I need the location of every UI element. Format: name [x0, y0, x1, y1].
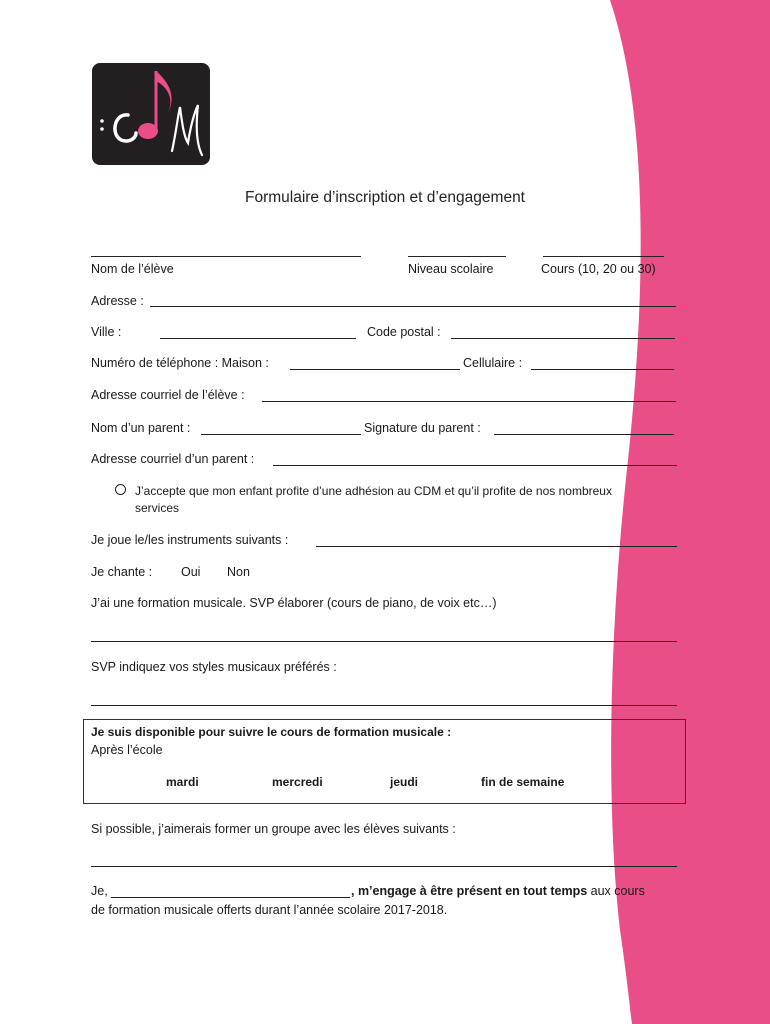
student-name-field[interactable] — [91, 256, 361, 257]
day-option-weekend[interactable]: fin de semaine — [481, 775, 565, 789]
course-field[interactable] — [543, 256, 664, 257]
postal-code-field[interactable] — [451, 338, 675, 339]
address-label: Adresse : — [91, 294, 144, 308]
group-label: Si possible, j’aimerais former un groupe avec les élèves suivants : — [91, 822, 456, 836]
student-email-label: Adresse courriel de l’élève : — [91, 388, 245, 402]
training-field[interactable] — [91, 641, 677, 642]
student-email-field[interactable] — [262, 401, 676, 402]
grade-field[interactable] — [408, 256, 506, 257]
engagement-prefix: Je, — [91, 884, 108, 898]
address-field[interactable] — [150, 306, 676, 307]
grade-label: Niveau scolaire — [408, 262, 494, 276]
styles-label: SVP indiquez vos styles musicaux préférés : — [91, 660, 337, 674]
engagement-statement — [351, 884, 645, 898]
cell-field[interactable] — [531, 369, 674, 370]
parent-name-field[interactable] — [201, 434, 361, 435]
home-phone-field[interactable] — [290, 369, 460, 370]
availability-subtitle: Après l’école — [91, 743, 163, 757]
engagement-bold-text: , m’engage à être présent en tout temps — [351, 884, 588, 898]
form-title: Formulaire d’inscription et d’engagement — [244, 189, 525, 206]
instruments-label: Je joue le/les instruments suivants : — [91, 533, 289, 547]
sing-yes-option[interactable]: Oui — [181, 565, 201, 579]
consent-radio[interactable] — [115, 484, 126, 495]
engagement-name-field[interactable] — [111, 897, 350, 898]
cdm-logo — [92, 63, 210, 165]
sing-label: Je chante : — [91, 565, 153, 579]
student-name-label: Nom de l’élève — [91, 262, 174, 276]
parent-email-field[interactable] — [273, 465, 677, 466]
sing-no-option[interactable]: Non — [227, 565, 250, 579]
styles-field[interactable] — [91, 705, 677, 706]
parent-name-label: Nom d’un parent : — [91, 421, 191, 435]
parent-signature-label: Signature du parent : — [364, 421, 481, 435]
engagement-line2: de formation musicale offerts durant l’année scolaire 2017-2018. — [91, 903, 448, 917]
training-label: J’ai une formation musicale. SVP élaborer (cours de piano, de voix etc…) — [91, 596, 497, 610]
postal-code-label: Code postal : — [367, 325, 441, 339]
group-field[interactable] — [91, 866, 677, 867]
engagement-rest-text: aux cours — [587, 884, 645, 898]
city-label: Ville : — [91, 325, 122, 339]
city-field[interactable] — [160, 338, 356, 339]
consent-text: J’accepte que mon enfant profite d’une adhésion au CDM et qu’il profite de nos nombreux — [135, 484, 612, 498]
day-option-wednesday[interactable]: mercredi — [272, 775, 323, 789]
parent-email-label: Adresse courriel d’un parent : — [91, 452, 255, 466]
home-phone-label: Numéro de téléphone : Maison : — [91, 356, 269, 370]
day-option-tuesday[interactable]: mardi — [166, 775, 199, 789]
availability-title: Je suis disponible pour suivre le cours de formation musicale : — [91, 725, 452, 739]
cell-label: Cellulaire : — [463, 356, 523, 370]
instruments-field[interactable] — [316, 546, 677, 547]
course-label: Cours (10, 20 ou 30) — [541, 262, 656, 276]
parent-signature-field[interactable] — [494, 434, 674, 435]
day-option-thursday[interactable]: jeudi — [390, 775, 419, 789]
consent-text-line2: services — [135, 501, 180, 515]
